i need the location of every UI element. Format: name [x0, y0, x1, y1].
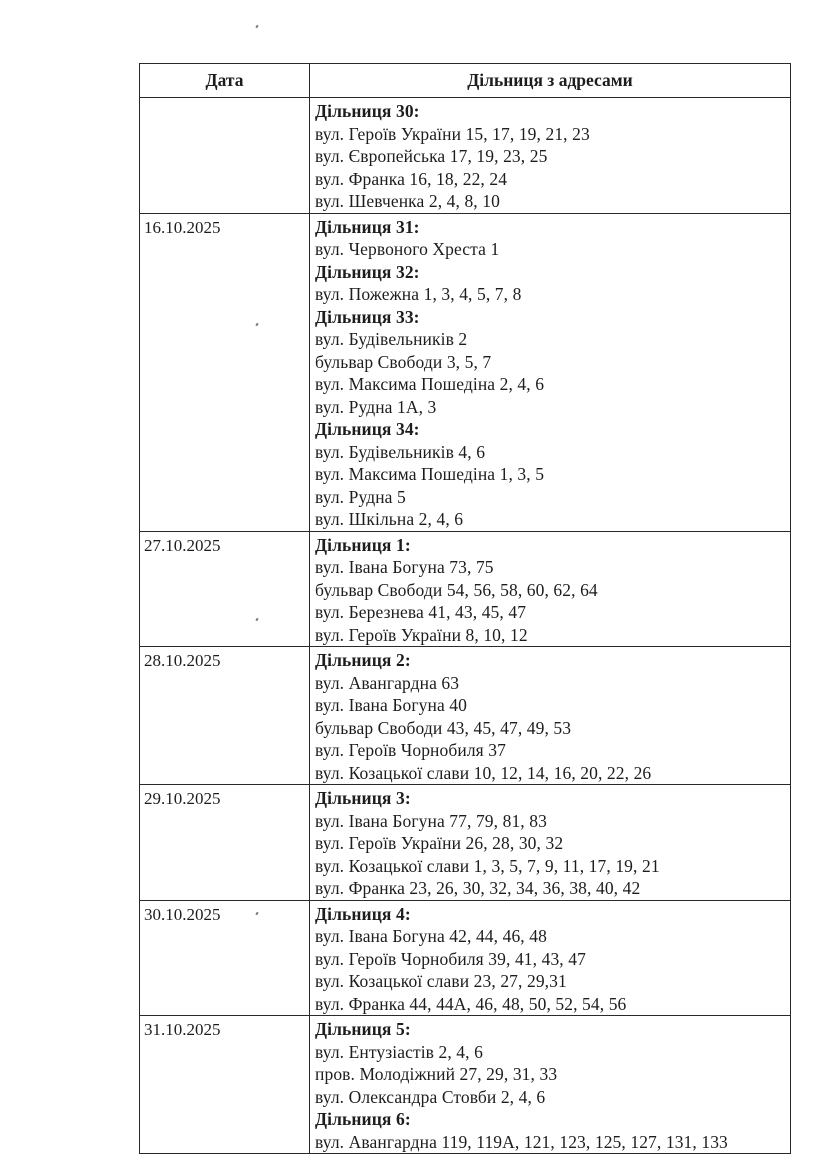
district-heading: Дільниця 1:: [315, 534, 411, 555]
addresses-cell: [310, 647, 791, 785]
address-line: вул. Максима Пошедіна 1, 3, 5: [315, 464, 545, 484]
address-line: вул. Рудна 1А, 3: [315, 396, 437, 417]
date-cell: [140, 98, 310, 214]
table-row: [140, 98, 791, 214]
table-row: [140, 213, 791, 531]
date-cell: 27.10.2025: [140, 531, 310, 647]
district-heading: Дільниця 32:: [315, 261, 420, 282]
address-line: вул. Героїв Чорнобиля 39, 41, 43, 47: [315, 948, 586, 969]
address-line: вул. Авангардна 119, 119А, 121, 123, 125, 127, 131, 133: [315, 1131, 728, 1152]
date-cell: 28.10.2025: [140, 647, 310, 785]
district-heading: Дільниця 3:: [315, 788, 411, 808]
table-row: [140, 785, 791, 901]
address-line: пров. Молодіжний 27, 29, 31, 33: [315, 1064, 558, 1084]
table-row: [140, 1016, 791, 1154]
address-line: вул. Івана Богуна 40: [315, 695, 467, 715]
address-line: вул. Будівельників 4, 6: [315, 441, 486, 462]
header-addresses: Дільниця з адресами: [310, 64, 791, 98]
table-row: [140, 647, 791, 785]
addresses-cell: [310, 1016, 791, 1154]
date-cell: 16.10.2025: [140, 213, 310, 531]
district-heading: Дільниця 31:: [315, 216, 420, 237]
district-heading: Дільниця 5:: [315, 1019, 411, 1039]
address-line: вул. Рудна 5: [315, 486, 406, 507]
addresses-cell: [310, 98, 791, 214]
address-line: вул. Шкільна 2, 4, 6: [315, 509, 464, 529]
address-line: вул. Березнева 41, 43, 45, 47: [315, 602, 527, 622]
addresses-cell: [310, 785, 791, 901]
table-header-row: [140, 64, 791, 98]
address-line: вул. Франка 23, 26, 30, 32, 34, 36, 38, 40, 42: [315, 878, 641, 898]
address-line: вул. Козацької слави 23, 27, 29,31: [315, 971, 567, 991]
table-row: [140, 900, 791, 1016]
address-line: вул. Максима Пошедіна 2, 4, 6: [315, 374, 545, 394]
date-cell: 29.10.2025: [140, 785, 310, 901]
address-line: вул. Героїв Чорнобиля 37: [315, 740, 506, 760]
address-line: вул. Героїв України 15, 17, 19, 21, 23: [315, 123, 590, 144]
address-line: вул. Козацької слави 10, 12, 14, 16, 20, 22, 26: [315, 762, 652, 783]
district-heading: Дільниця 30:: [315, 101, 420, 121]
address-line: вул. Івана Богуна 77, 79, 81, 83: [315, 810, 547, 831]
address-line: вул. Ентузіастів 2, 4, 6: [315, 1041, 483, 1062]
scan-speck: [255, 25, 258, 29]
addresses-cell: [310, 531, 791, 647]
table-row: [140, 531, 791, 647]
address-line: вул. Івана Богуна 42, 44, 46, 48: [315, 926, 547, 946]
address-line: вул. Франка 44, 44А, 46, 48, 50, 52, 54, 56: [315, 993, 627, 1014]
header-date: Дата: [140, 64, 310, 98]
schedule-table: [139, 63, 791, 1154]
address-line: бульвар Свободи 3, 5, 7: [315, 351, 492, 372]
address-line: вул. Шевченка 2, 4, 8, 10: [315, 191, 500, 211]
address-line: вул. Авангардна 63: [315, 672, 460, 693]
address-line: вул. Олександра Стовби 2, 4, 6: [315, 1086, 546, 1107]
address-line: вул. Івана Богуна 73, 75: [315, 557, 494, 577]
address-line: вул. Пожежна 1, 3, 4, 5, 7, 8: [315, 284, 522, 304]
addresses-cell: [310, 900, 791, 1016]
district-heading: Дільниця 2:: [315, 650, 411, 670]
date-cell: 30.10.2025: [140, 900, 310, 1016]
address-line: вул. Європейська 17, 19, 23, 25: [315, 146, 548, 166]
address-line: бульвар Свободи 43, 45, 47, 49, 53: [315, 717, 572, 738]
table-body: [140, 98, 791, 1154]
district-heading: Дільниця 33:: [315, 306, 420, 327]
address-line: вул. Франка 16, 18, 22, 24: [315, 168, 508, 189]
address-line: вул. Героїв України 8, 10, 12: [315, 624, 528, 645]
address-line: вул. Героїв України 26, 28, 30, 32: [315, 833, 564, 853]
district-heading: Дільниця 6:: [315, 1109, 411, 1129]
date-cell: 31.10.2025: [140, 1016, 310, 1154]
address-line: вул. Будівельників 2: [315, 329, 468, 349]
address-line: бульвар Свободи 54, 56, 58, 60, 62, 64: [315, 579, 598, 600]
addresses-cell: [310, 213, 791, 531]
address-line: вул. Козацької слави 1, 3, 5, 7, 9, 11, 17, 19, 21: [315, 855, 660, 876]
district-heading: Дільниця 34:: [315, 419, 420, 439]
district-heading: Дільниця 4:: [315, 903, 411, 924]
address-line: вул. Червоного Хреста 1: [315, 239, 500, 259]
